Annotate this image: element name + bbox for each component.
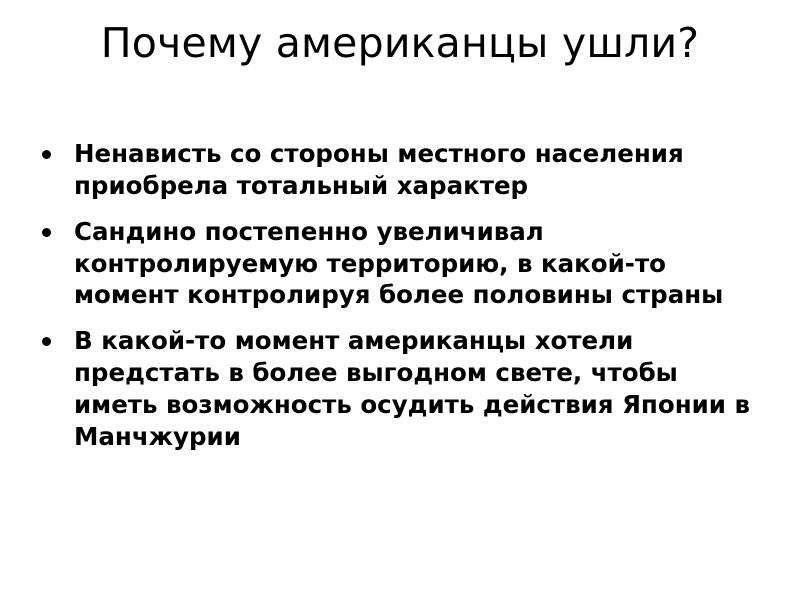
bullet-dot-icon (42, 150, 51, 159)
list-item (36, 216, 766, 312)
bullet-dot-icon (42, 228, 51, 237)
list-item (36, 325, 766, 452)
bullet-list (36, 138, 766, 453)
bullet-dot-icon (42, 337, 51, 346)
list-item-text: В какой-то момент американцы хотели предстать в более выгодном свете, чтобы иметь возможность осудить действия Японии в Манчжурии (74, 326, 750, 451)
list-item (36, 138, 766, 202)
list-item-text: Сандино постепенно увеличивал контролируемую территорию, в какой-то момент контролируя более половины страны (74, 216, 724, 310)
page-title: Почему американцы ушли? (100, 19, 700, 67)
list-item-text: Ненависть со стороны местного населения приобрела тотальный характер (74, 139, 684, 200)
